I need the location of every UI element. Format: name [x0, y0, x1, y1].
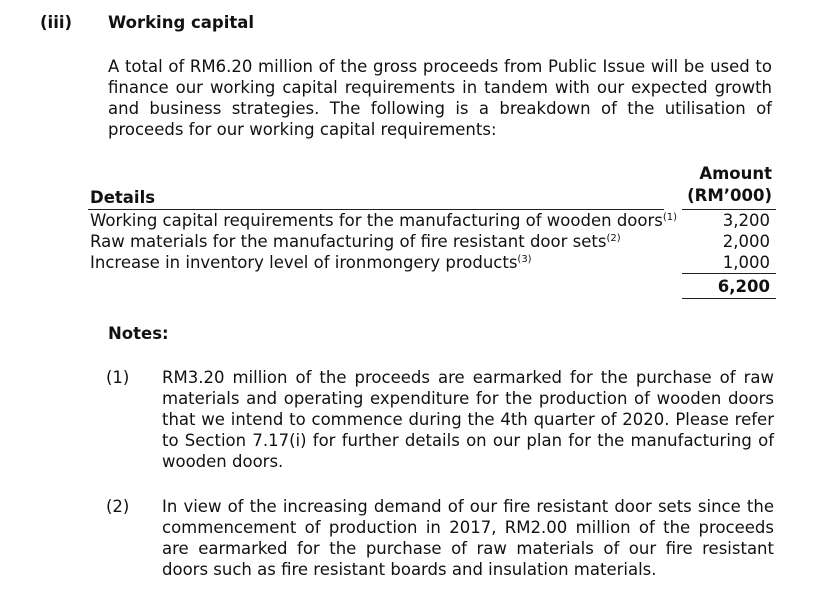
section-title: Working capital [108, 13, 255, 32]
table-row [88, 210, 776, 231]
subtotal-rule [682, 273, 776, 274]
note-number: (1) [106, 368, 130, 387]
total-row [88, 276, 776, 298]
row-label [90, 210, 677, 231]
row-amount: 2,000 [722, 232, 770, 251]
row-amount: 3,200 [722, 211, 770, 230]
note-text: In view of the increasing demand of our fire resistant door sets since the commencement of production in 2017, RM2.00 million of the proceeds are earmarked for the purchase of raw materials of our fire resistant doors such as fire resistant boards and insulation materials. [162, 497, 774, 579]
table-header [88, 163, 776, 210]
row-label [90, 252, 532, 273]
row-amount: 1,000 [722, 253, 770, 272]
header-amount-line2: (RM’000) [687, 186, 772, 205]
row-footnote-ref: (2) [606, 233, 621, 244]
header-details: Details [90, 188, 156, 207]
header-amount-line1: Amount [699, 164, 772, 183]
row-footnote-ref: (1) [662, 212, 678, 223]
row-label-text: Working capital requirements for the manufacturing of wooden doors [90, 211, 663, 230]
table-row [88, 231, 776, 252]
row-label-text: Increase in inventory level of ironmongery products [90, 253, 518, 272]
note-number: (2) [106, 497, 130, 516]
total-rule [682, 298, 776, 299]
row-footnote-ref: (3) [517, 254, 532, 265]
header-amount [687, 163, 772, 207]
row-label [90, 231, 621, 252]
notes-heading: Notes: [108, 324, 169, 343]
intro-paragraph: A total of RM6.20 million of the gross proceeds from Public Issue will be used to finance our working capital requirements in tandem with our expected growth and business strategies. The following is a breakdown of the utilisation of proceeds for our working capital requirements: [108, 57, 772, 139]
proceeds-table [88, 163, 776, 298]
section-number: (iii) [40, 13, 73, 32]
row-label-text: Raw materials for the manufacturing of fire resistant door sets [90, 232, 607, 251]
total-amount: 6,200 [717, 277, 770, 296]
note-text: RM3.20 million of the proceeds are earmarked for the purchase of raw materials and operating expenditure for the production of wooden doors that we intend to commence during the 4th quarter of 2020. Please refer to Section 7.17(i) for further details on our plan for the manufacturing of wooden doors. [162, 368, 774, 471]
table-row [88, 252, 776, 273]
